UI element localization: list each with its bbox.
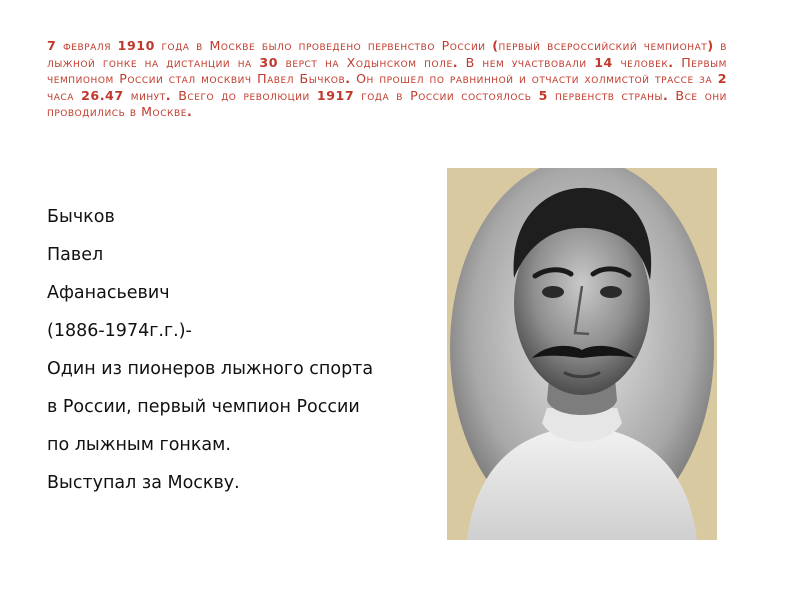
header-text-segment: года в Москве было проведено первенство России	[154, 38, 493, 53]
header-text-segment: Все они проводились в Москве	[47, 87, 727, 120]
header-text-segment: первенств страны	[547, 87, 663, 103]
header-bold-segment: (	[492, 38, 499, 53]
bio-line: (1886-1974г.г.)-	[47, 321, 192, 341]
header-text-segment: человек	[612, 54, 669, 70]
header-bold-segment: 1917	[316, 87, 355, 103]
bio-line: Бычков	[47, 207, 115, 227]
header-text-segment: В нем участвовали	[458, 54, 595, 70]
header-text-segment: верст на Ходынском поле	[278, 54, 453, 70]
header-paragraph	[47, 38, 727, 121]
header-text-segment: в лыжной гонке на дистанции на	[47, 38, 727, 70]
header-bold-segment: 2	[717, 71, 728, 87]
header-bold-segment: .	[668, 54, 674, 70]
header-bold-segment: .	[662, 87, 669, 103]
header-bold-segment: 26.47	[81, 87, 124, 103]
header-bold-segment: 1910	[117, 38, 155, 53]
header-bold-segment: .	[452, 54, 459, 70]
bio-line: Выступал за Москву.	[47, 473, 240, 493]
header-bold-segment: .	[345, 71, 351, 87]
header-text-segment: февраля	[56, 38, 118, 53]
header-text-segment: часа	[47, 87, 82, 103]
header-text-segment: Первым чемпионом России стал москвич Павел Бычков	[47, 54, 727, 87]
header-bold-segment: 5	[538, 87, 548, 103]
bio-line: Афанасьевич	[47, 283, 170, 303]
bio-line: Один из пионеров лыжного спорта	[47, 359, 374, 379]
bio-line: по лыжным гонкам.	[47, 435, 231, 455]
bio-text	[47, 198, 447, 502]
header-bold-segment: .	[186, 104, 193, 120]
header-bold-segment: 30	[259, 54, 279, 70]
header-bold-segment: )	[707, 38, 714, 53]
bio-line: в России, первый чемпион России	[47, 397, 360, 417]
header-bold-segment: .	[165, 87, 172, 103]
portrait-photo	[447, 168, 717, 540]
header-text-segment: минут	[123, 87, 166, 103]
header-text-segment: первый всероссийский чемпионат	[498, 38, 708, 53]
header-bold-segment: 14	[594, 54, 613, 70]
header-text-segment: Он прошел по равнинной и отчасти холмистой трассе за	[350, 71, 718, 87]
bio-line: Павел	[47, 245, 104, 265]
header-bold-segment: 7	[47, 38, 57, 53]
header-text-segment: Всего до революции	[171, 87, 317, 103]
header-text-segment: года в России состоялось	[354, 87, 539, 103]
